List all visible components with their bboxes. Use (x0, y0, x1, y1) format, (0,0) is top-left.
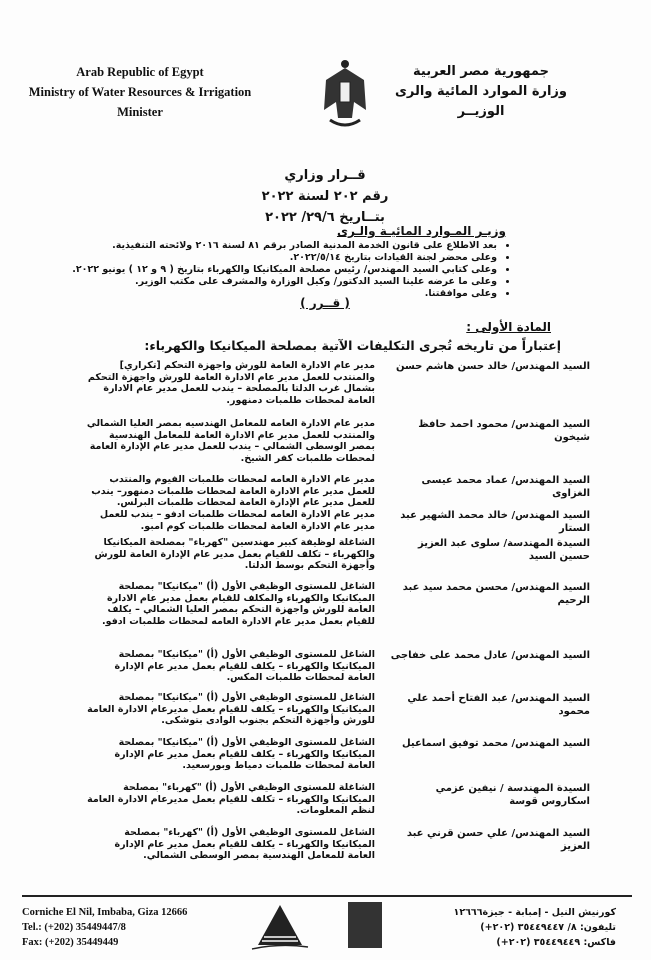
decree-date: بتــاريخ ٢٩/٦/ ٢٠٢٢ (265, 210, 385, 225)
pyramid-logo-icon (250, 903, 310, 953)
assignment-row (60, 737, 590, 772)
assignment-desc: الشاغل للمستوى الوظيفي الأول (أ) "ميكانيكا" بمصلحة الميكانيكا والكهرباء – يكلف للقيام بعمل مدير عام الإدارة العامة لمحطات طلمبات المكس. (114, 649, 375, 683)
assignment-desc: الشاغلة للمستوى الوظيفي الأول (أ) "كهرباء" بمصلحة الميكانيكا والكهرباء – تكلف للقيام بعمل مديرعام الادارة العامة لنظم المعلومات. (87, 782, 375, 816)
assignment-row (60, 581, 590, 627)
preamble-item: • بعد الاطلاع على قانون الخدمة المدنية الصادر برقم ٨١ لسنة ٢٠١٦ ولائحته التنفيذية. (67, 240, 497, 252)
assignee-name: السيد المهندس/ عبد الفتاح أحمد علي محمود (407, 693, 590, 717)
assignee-name: السيد المهندس/ محمود احمد حافظ شيخون (418, 419, 590, 443)
article-heading: المادة الأولى : (466, 320, 551, 334)
assignment-desc: مدير عام الادارة العامه لمحطات طلمبات الفيوم والمنتدب للعمل مدير عام الادارة العامة لمحطات طلمبات دمنهور– يندب للعمل مدير عام الإدارة العامة لمحطات طلمبات البرلس. (91, 474, 375, 508)
assignment-desc: مدير عام الادارة العامة للورش واجهزة التحكم [تكراري] والمنتدب للعمل مدير عام الادارة العامة للورش واجهزة التحكم بشمال غرب الدلتا بالمصلحة – يندب للعمل مدير عام الادارة العامة لمحطات طلمبات دمنهور. (87, 360, 375, 406)
assignment-row (60, 474, 590, 509)
assignee-name: السيد المهندس/ محسن محمد سيد عبد الرحيم (402, 582, 590, 606)
preamble-item: • وعلى موافقتنا. (67, 288, 497, 300)
article-intro: إعتباراً من تاريخه تُجرى التكليفات الآتية بمصلحة الميكانيكا والكهرباء: (144, 338, 561, 353)
fax-en: Fax: (+202) 35449449 (22, 937, 119, 948)
assignment-row (60, 827, 590, 862)
footer-divider (22, 895, 632, 897)
assignee-name: السيدة المهندسة/ سلوى عبد العزيز حسين السيد (417, 538, 590, 562)
preamble-item: • وعلى محضر لجنة القيادات بتاريخ ٢٠٢٢/٥/١٤. (67, 252, 497, 264)
assignment-desc: مدير عام الادارة العامه للمعامل الهندسيه بمصر العليا الشمالي والمنتدب للعمل مدير عام الادارة العامة للمعامل الهندسية بمصر الوسطى الشمالي – يندب للعمل مدير عام الإدارة العامة لمحطات طلمبات كفر الشيخ. (86, 418, 375, 464)
assignment-row (60, 418, 590, 464)
assignment-row (60, 692, 590, 727)
assignment-row (60, 537, 590, 572)
assignment-row (60, 782, 590, 817)
ministry-en: Ministry of Water Resources & Irrigation (28, 85, 252, 99)
address-en: Corniche El Nil, Imbaba, Giza 12666 (22, 907, 188, 918)
assignment-row (60, 360, 590, 406)
arabic-letterhead (381, 62, 581, 122)
preamble-item: • وعلى كتابي السيد المهندس/ رئيس مصلحة الميكانيكا والكهرباء بتاريخ ( ٩ و ١٢ ) يونيو ٢٠٢٢. (67, 264, 497, 276)
address-ar: كورنيش النيل - إمبابة - جيزة١٢٦٦٦ (453, 907, 616, 918)
phone-ar: تليفون: ٨/ ٣٥٤٤٩٤٤٧ (٢٠٢+) (480, 922, 616, 933)
assignee-name: السيد المهندس/ عماد محمد عيسى الغزاوى (421, 475, 590, 499)
decree-heading: قــرار وزاري (284, 168, 366, 183)
assignee-name: السيد المهندس/ عادل محمد على خفاجى (390, 650, 590, 661)
assignee-name: السيد المهندس/ خالد محمد الشهير عبد الستار (400, 510, 590, 534)
decree-title (180, 165, 470, 228)
phone-en: Tel.: (+202) 35449447/8 (22, 922, 126, 933)
assignment-row (60, 509, 590, 535)
english-letterhead (20, 62, 260, 122)
decree-number: رقم ٢٠٢ لسنة ٢٠٢٢ (261, 189, 389, 204)
preamble-item: • وعلى ما عرضه علينا السيد الدكتور/ وكيل الوزارة والمشرف على مكتب الوزير. (67, 276, 497, 288)
assignment-desc: مدير عام الادارة العامه لمحطات طلمبات ادفو – يندب للعمل مدير عام الادارة العامة لمحطات طلمبات كوم امبو. (99, 509, 375, 532)
assignee-name: السيد المهندس/ علي حسن قرني عبد العزيز (406, 828, 590, 852)
fax-ar: فاكس: ٣٥٤٤٩٤٤٩ (٢٠٢+) (496, 937, 616, 948)
egypt-eagle-emblem-icon (322, 58, 368, 130)
assignment-desc: الشاغل للمستوى الوظيفي الأول (أ) "ميكانيكا" بمصلحة الميكانيكا والكهرباء – يكلف للقيام بعمل مديرعام الادارة العامة للورش وأجهزة التحكم بجنوب الوادى بتوشكى. (87, 692, 375, 726)
decided-heading: ( قــرر ) (300, 296, 350, 310)
assignment-desc: الشاغلة لوظيفة كبير مهندسين "كهرباء" بمصلحة الميكانيكا والكهرباء – تكلف للقيام بعمل مدير عام الإدارة العامة للورش وأجهزة التحكم بوسط الدلتا. (94, 537, 375, 571)
ministry-logo-icon (348, 902, 382, 948)
preamble-list (67, 240, 511, 300)
country-en: Arab Republic of Egypt (76, 65, 204, 79)
office-ar: الوزيــر (457, 104, 505, 119)
assignee-name: السيد المهندس/ محمد توفيق اسماعيل (401, 738, 590, 749)
footer-address-ar (454, 905, 616, 950)
assignment-desc: الشاغل للمستوى الوظيفي الأول (أ) "ميكانيكا" بمصلحة الميكانيكا والكهرباء والمكلف للقيام بعمل مدير عام الادارة العامة للورش واجهزة التحكم بمصر العليا الشمالي – يكلف للقيام بعمل مدير عام الادارة العامه لمحطات طلمبات ادفو. (102, 581, 375, 627)
assignment-desc: الشاغل للمستوى الوظيفي الأول (أ) "كهرباء" بمصلحة الميكانيكا والكهرباء – يكلف للقيام بعمل مدير عام الإدارة العامة للمعامل الهندسية بمصر الوسطى الشمالي. (114, 827, 375, 861)
minister-heading: وزيـر المـوارد المائيـة والـرى (336, 224, 506, 238)
office-en: Minister (117, 105, 163, 119)
footer-address-en (22, 905, 187, 950)
ministry-ar: وزارة الموارد المائية والرى (395, 84, 567, 99)
assignee-name: السيدة المهندسة / نيفين عزمي اسكاروس قوسة (435, 783, 590, 807)
assignment-desc: الشاغل للمستوى الوظيفي الأول (أ) "ميكانيكا" بمصلحة الميكانيكا والكهرباء – يكلف للقيام بعمل مدير عام الإدارة العامة لمحطات طلمبات دمياط وبورسعيد. (114, 737, 375, 771)
assignee-name: السيد المهندس/ خالد حسن هاشم حسن (395, 361, 590, 372)
assignment-row (60, 649, 590, 684)
country-ar: جمهورية مصر العربية (413, 64, 549, 79)
